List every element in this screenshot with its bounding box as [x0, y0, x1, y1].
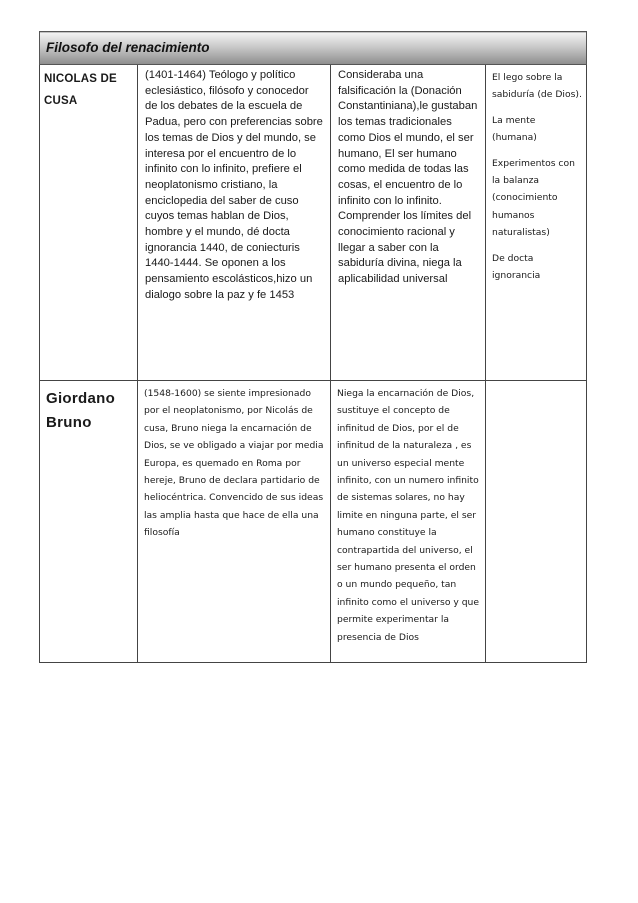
work-item: El lego sobre la sabiduría (de Dios).: [492, 72, 582, 101]
ideas-cell: [331, 381, 486, 663]
work-item: La mente (humana): [492, 114, 537, 144]
philosopher-name: Giordano Bruno: [46, 390, 116, 431]
philosopher-name-cell: [40, 381, 138, 663]
ideas-text: Niega la encarnación de Dios, sustituye el concepto de infinitud de Dios, por el de infinitud de la naturaleza , es un universo especial mente infinito, con un numero infinito de sistemas solares, no hay limite en ninguna parte, el ser humano constituye la contrapartida del universo, el ser humano presenta el orden o un mundo pequeño, tan infinito como el universo y que permite experimentar la presencia de Dios: [337, 388, 480, 643]
philosopher-name-cell: [40, 65, 138, 381]
biography-cell: [138, 381, 331, 663]
philosophers-table: [39, 31, 586, 663]
table-header-row: [40, 32, 587, 65]
biography-text: (1401-1464) Teólogo y político eclesiástico, filósofo y conocedor de los debates de la escuela de Padua, pero con preferencias sobre los temas de Dios y del mundo, se interesa por el encuentro de lo infinito con lo infinito, prefiere el neoplatonismo cristiano, la enciclopedia del saber de cuso cuyos temas hablan de Dios, hombre y el mundo, dé docta ignorancia 1440, de coniecturis 1440-1444. Se oponen a los pensamiento escolásticos,hizo un dialogo sobre la paz y fe 1453: [145, 69, 323, 301]
ideas-cell: [331, 65, 486, 381]
table-row: [40, 381, 587, 663]
philosopher-name: NICOLAS DE CUSA: [44, 73, 117, 107]
works-cell: [486, 65, 587, 381]
work-item: Experimentos con la balanza (conocimiento humanos naturalistas): [492, 157, 575, 239]
works-cell: [486, 381, 587, 663]
table-header: [40, 32, 587, 65]
work-item: De docta ignorancia: [492, 252, 541, 282]
table-title: Filosofo del renacimiento: [46, 40, 210, 55]
table-row: [40, 65, 587, 381]
biography-cell: [138, 65, 331, 381]
biography-text: (1548-1600) se siente impresionado por el neoplatonismo, por Nicolás de cusa, Bruno niega la encarnación de Dios, se ve obligado a viajar por media Europa, es quemado en Roma por hereje, Bruno de declara partidario de heliocéntrica. Convencido de sus ideas las amplia hasta que hace de ella una filosofía: [144, 388, 324, 539]
ideas-text: Consideraba una falsificación la (Donación Constantiniana),le gustaban los temas tradicionales como Dios el mundo, el ser humano, El ser humano como medida de todas las cosas, el encuentro de lo infinito con lo infinito. Comprender los límites del conocimiento racional y llegar a saber con la sabiduría divina, niega la aplicabilidad universal: [338, 69, 478, 286]
